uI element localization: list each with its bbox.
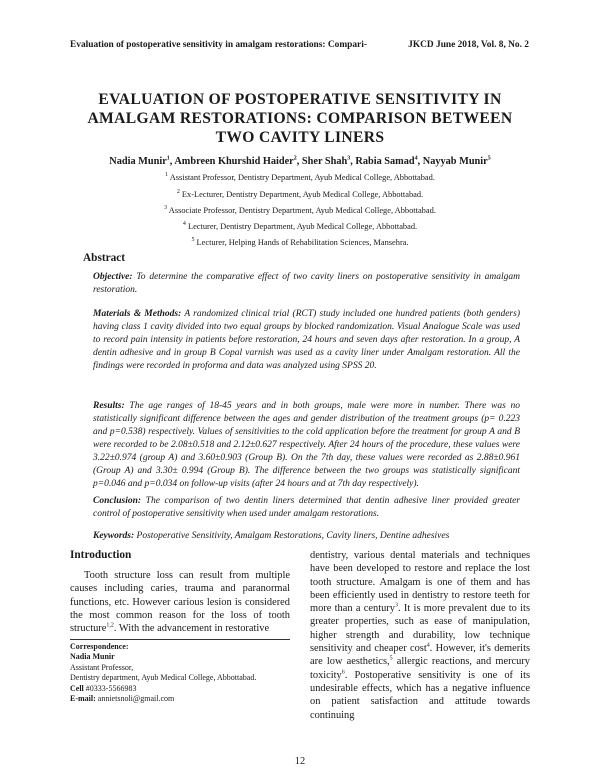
correspondence-heading: Correspondence: bbox=[70, 642, 129, 651]
correspondence-email: E-mail: annietsnoli@gmail.com bbox=[70, 694, 175, 704]
abstract-objective: Objective: To determine the comparative effect of two cavity liners on postoperative sensitivity in amalgam restoration. bbox=[93, 272, 521, 295]
author: Rabia Samad$^4$ bbox=[355, 155, 418, 167]
affiliation: $^2$ Ex-Lecturer, Dentistry Department, Ayub Medical College, Abbottabad. bbox=[176, 189, 424, 199]
page-number: 12 bbox=[294, 756, 306, 767]
author: Nayyab Munir$^5$ bbox=[422, 155, 491, 167]
abstract-heading: Abstract bbox=[83, 252, 126, 264]
author: Sher Shah$^3$ bbox=[301, 155, 351, 167]
footnote-divider bbox=[70, 639, 290, 640]
affiliation: $^3$ Associate Professor, Dentistry Department, Ayub Medical College, Abbottabad. bbox=[164, 205, 436, 215]
abstract-results: Results: The age ranges of 18-45 years and in both groups, male were more in number. There was no statistically significant difference between the ages and gender distribution of the treatment groups (p= 0.223 and p=0.538) respectively. Values of sensitivities to the cold application before the treatment for group A and B were recorded to be 2.08±0.518 and 2.12±0.627 respectively. After 24 hours of the procedure, these values were 3.22±0.974 (group A) and 3.60±0.903 (Group B). On the 7th day, these values were recorded as 2.88±0.961 (Group A) and 3.30± 0.994 (Group B). The difference between the two groups was statistically significant p=0.046 and p=0.034 on follow-up visits (after 24 hours and at 7th day respectively). bbox=[93, 401, 520, 489]
correspondence-cell: Cell #0333-5566983 bbox=[70, 683, 137, 693]
affiliation: $^4$ Lecturer, Dentistry Department, Ayub Medical College, Abbottabad. bbox=[182, 221, 418, 231]
author-list: Nadia Munir$^1$, Ambreen Khurshid Haider$^2$, Sher Shah$^3$, Rabia Samad$^4$, Nayyab Munir$^5$ bbox=[109, 155, 491, 167]
abstract-methods: Materials & Methods: A randomized clinical trial (RCT) study included one hundred patients (both genders) having class 1 cavity divided into two equal groups by blocked randomization. Visual Analogue Scale was used to record pain intensity in patients before restoration, 24 hours and seven days after restoration. In a group, A dentin adhesive and in group B Copal varnish was used as a cavity liner under Amalgam restoration. All the findings were recorded in proforma and data was analyzed using SPSS 20. bbox=[93, 309, 520, 371]
title-line-1: EVALUATION OF POSTOPERATIVE SENSITIVITY IN bbox=[98, 91, 502, 108]
intro-left-column: Tooth structure loss can result from multiple causes including caries, trauma and paranormal functions, etc. However carious lesion is considered the most common reason for the loss of tooth structure$^{1,2}$. With the advancement in restorative bbox=[70, 570, 290, 635]
author: Ambreen Khurshid Haider$^2$ bbox=[174, 155, 297, 167]
intro-right-column: dentistry, various dental materials and techniques have been developed to restore and replace the lost tooth structure. Amalgam is one of them and has been efficiently used in dentistry to restore teeth for more than a century$^3$. It is more prevalent due to its greater properties, such as ease of manipulation, higher strength and durability, low technique sensitivity and cheaper cost$^4$. However, it's demerits are low aesthetics,$^5$ allergic reactions, and mercury toxicity$^6$. Postoperative sensitivity is one of its undesirable effects, which has a negative influence on patient satisfaction and attitude towards continuing bbox=[310, 550, 530, 721]
running-header-left: Evaluation of postoperative sensitivity in amalgam restorations: Compari- bbox=[70, 40, 367, 50]
correspondence-dept: Dentistry department, Ayub Medical College, Abbottabad. bbox=[70, 673, 257, 683]
running-header-right: JKCD June 2018, Vol. 8, No. 2 bbox=[408, 40, 529, 50]
abstract-keywords: Keywords: Postoperative Sensitivity, Amalgam Restorations, Cavity liners, Dentine adhesives bbox=[93, 531, 450, 541]
correspondence-name: Nadia Munir bbox=[70, 652, 115, 662]
affiliation: $^5$ Lecturer, Helping Hands of Rehabilitation Sciences, Mansehra. bbox=[191, 237, 409, 247]
title-line-3: TWO CAVITY LINERS bbox=[215, 129, 385, 146]
correspondence-title: Assistant Professor, bbox=[70, 662, 134, 672]
author: Nadia Munir$^1$ bbox=[109, 155, 170, 167]
title-line-2: AMALGAM RESTORATIONS: COMPARISON BETWEEN bbox=[87, 110, 513, 127]
article-title bbox=[40, 90, 560, 147]
introduction-heading: Introduction bbox=[70, 549, 132, 561]
affiliation: $^1$ Assistant Professor, Dentistry Department, Ayub Medical College, Abbottabad. bbox=[165, 172, 435, 182]
abstract-conclusion: Conclusion: The comparison of two dentin liners determined that dentin adhesive liner provided greater control of postoperative sensitivity when used under amalgam restorations. bbox=[93, 496, 520, 519]
correspondence-block bbox=[70, 642, 290, 704]
